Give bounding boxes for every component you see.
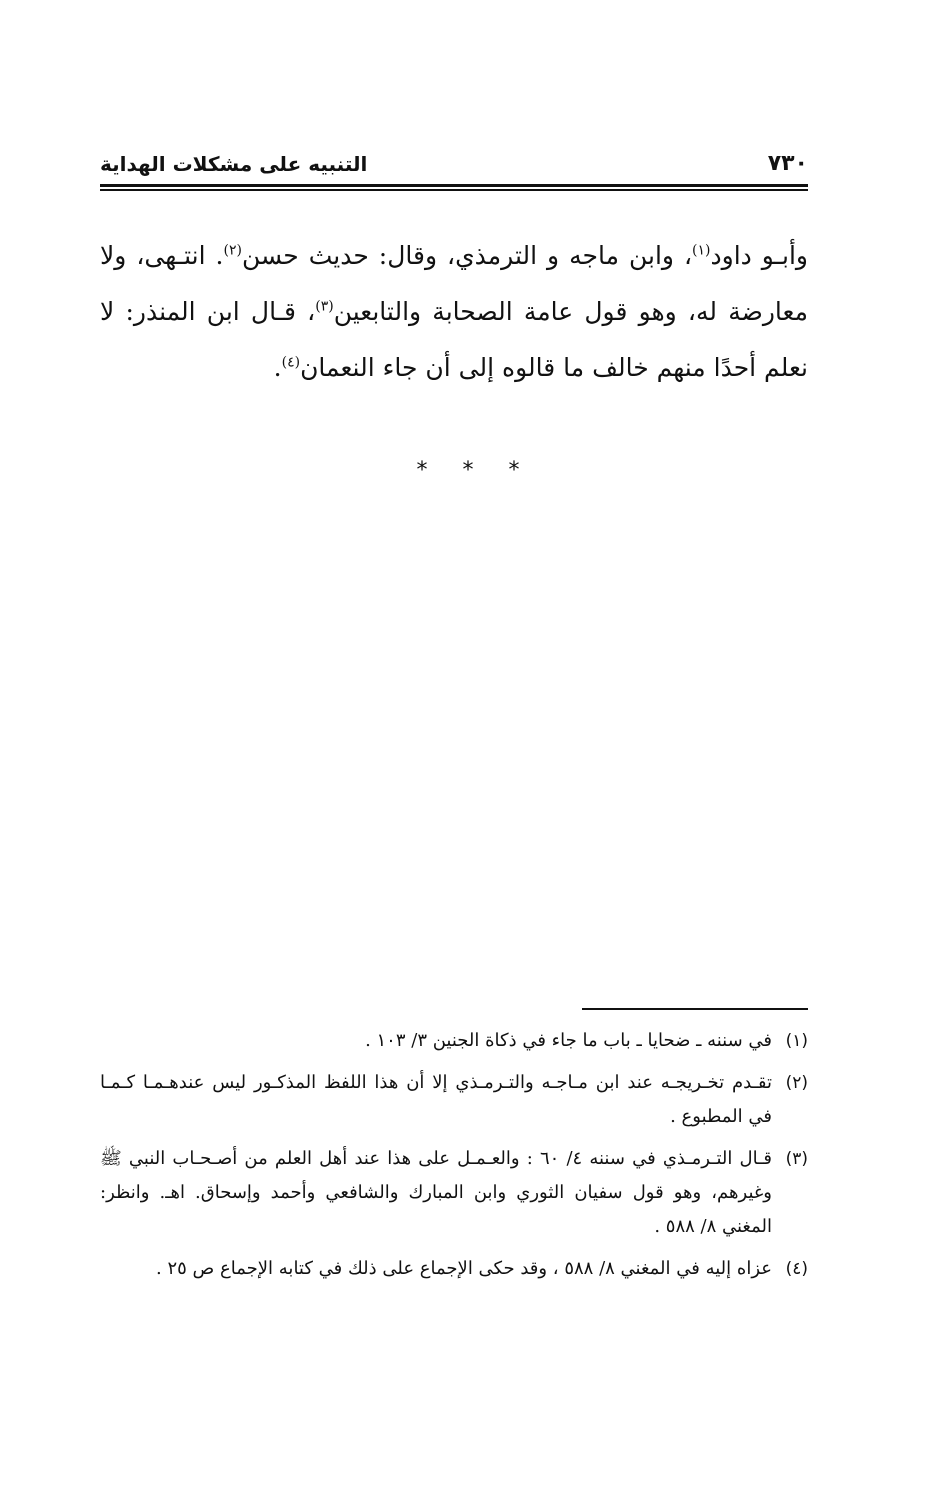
footnote-ref[interactable]: (٣) bbox=[315, 298, 334, 315]
header-double-rule bbox=[100, 184, 808, 191]
main-text bbox=[100, 228, 808, 396]
footnote-ref[interactable]: (٤) bbox=[281, 354, 301, 371]
footnote-ref[interactable]: (١) bbox=[692, 242, 711, 259]
header-rule-thick bbox=[100, 184, 808, 187]
footnote-divider bbox=[582, 1008, 808, 1010]
footnote-text: عزاه إليه في المغني ٨/ ٥٨٨ ، وقد حكى الإجماع على ذلك في كتابه الإجماع ص ٢٥ . bbox=[156, 1258, 772, 1279]
footnote bbox=[100, 1252, 808, 1286]
text-segment: ، قـال ابن المنذر: لا نعلم أحدًا منهم خالف ما قالوه إلى أن جاء النعمان bbox=[100, 297, 808, 382]
footnote-number: (٢) bbox=[785, 1073, 808, 1093]
footnote bbox=[100, 1142, 808, 1244]
asterism-separator: * * * bbox=[416, 458, 534, 483]
running-title: التنبيه على مشكلات الهداية bbox=[100, 152, 368, 176]
footnote bbox=[100, 1066, 808, 1134]
footnote-text: تقـدم تخـريجـه عند ابن مـاجـه والتـرمـذي إلا أن هذا اللفظ المذكـور ليس عندهـمـا كـمـا في المطبوع . bbox=[100, 1072, 772, 1127]
footnote-number: (٣) bbox=[785, 1149, 808, 1169]
footnote bbox=[100, 1024, 808, 1058]
footnotes-section bbox=[100, 1024, 808, 1294]
text-segment: . bbox=[273, 353, 282, 382]
header-rule-thin bbox=[100, 189, 808, 191]
footnote-number: (١) bbox=[785, 1031, 808, 1051]
footnote-number: (٤) bbox=[785, 1259, 808, 1279]
text-segment: ، وابن ماجه و الترمذي، وقال: حديث حسن bbox=[241, 241, 693, 270]
text-segment: وأبـو داود bbox=[710, 241, 809, 270]
footnote-text: في سننه ـ ضحايا ـ باب ما جاء في ذكاة الجنين ٣/ ١٠٣ . bbox=[365, 1030, 772, 1051]
footnote-text: قـال التـرمـذي في سننه ٤/ ٦٠ : والعـمـل على هذا عند أهل العلم من أصـحـاب النبي ﷺ وغيرهم، وهو قول سفيان الثوري وابن المبارك والشافعي وأحمد وإسحاق. اهـ. وانظر: المغني ٨/ ٥٨٨ . bbox=[100, 1148, 772, 1237]
text-segment: . انتـهى، ولا معارضة له، وهو قول عامة الصحابة والتابعين bbox=[100, 241, 808, 326]
footnote-ref[interactable]: (٢) bbox=[223, 242, 242, 259]
page-header bbox=[100, 150, 808, 186]
page-number: ٧٣٠ bbox=[767, 151, 808, 176]
main-paragraph bbox=[100, 228, 808, 396]
